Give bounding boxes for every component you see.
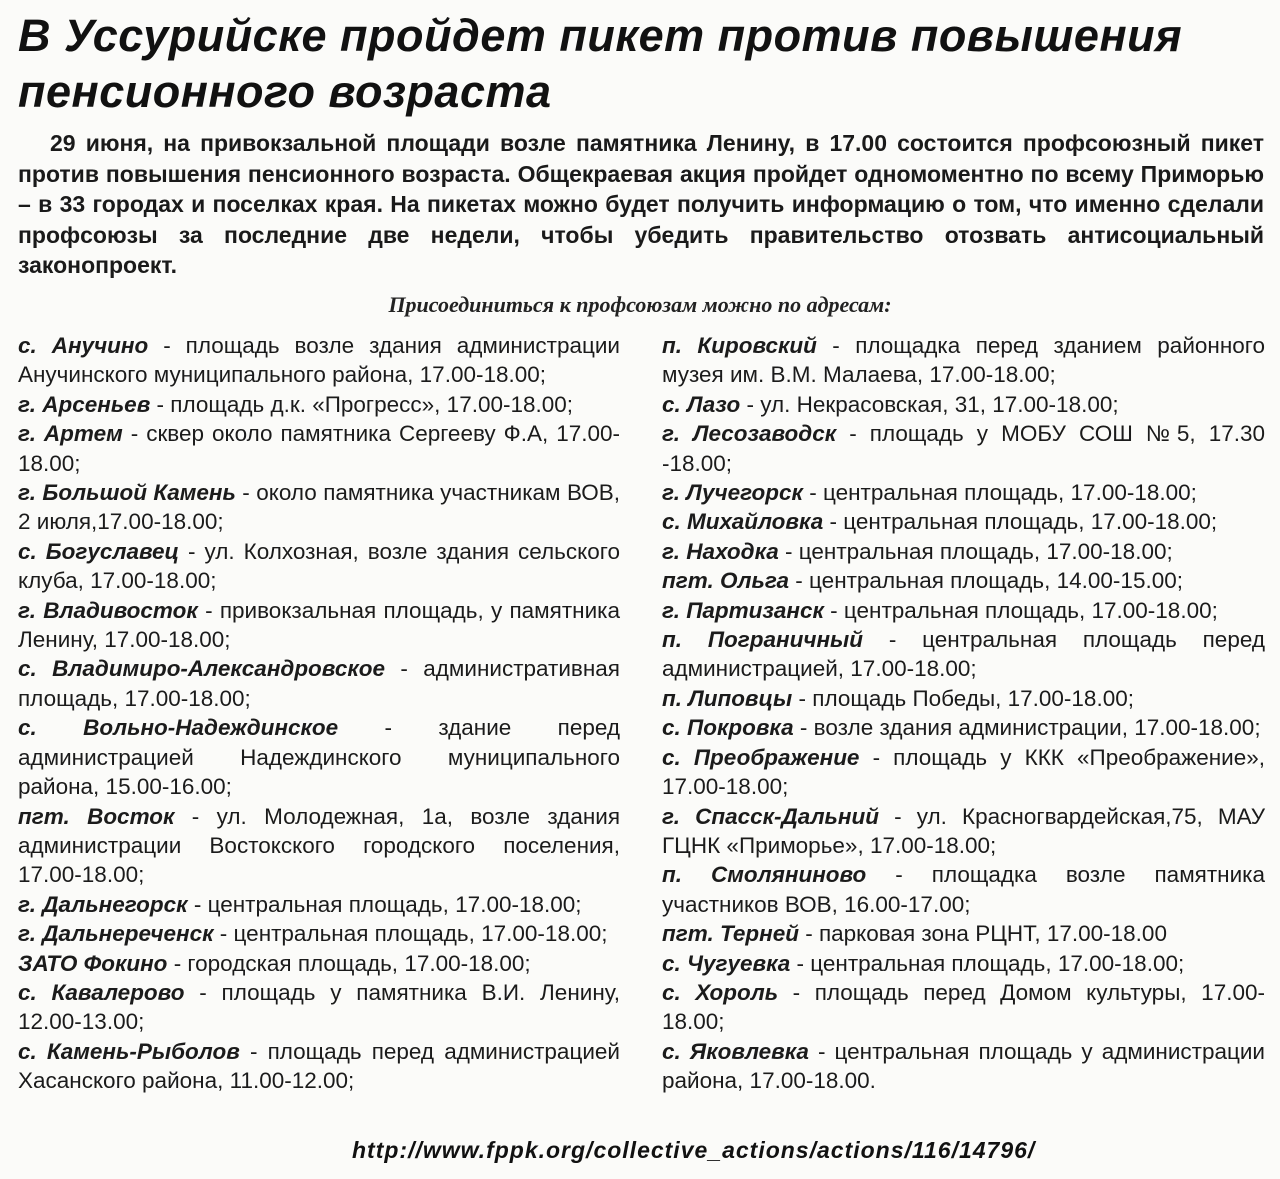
location-name: с. Преображение: [662, 744, 860, 770]
location-details: - площадь у МОБУ СОШ №5, 17.30 -18.00;: [662, 421, 1266, 476]
location-details: - возле здания администрации, 17.00-18.00;: [793, 715, 1261, 741]
location-details: - центральная площадь, 17.00-18.00;: [790, 950, 1185, 976]
location-details: - центральная площадь, 17.00-18.00;: [213, 921, 608, 947]
location-details: - центральная площадь, 17.00-18.00;: [187, 891, 582, 917]
location-details: - сквер около памятника Сергееву Ф.А, 17.00-18.00;: [18, 421, 621, 476]
location-details: - площадь Победы, 17.00-18.00;: [792, 685, 1134, 711]
location-item: [662, 949, 1265, 978]
location-details: - ул. Колхозная, возле здания сельского клуба, 17.00-18.00;: [18, 538, 620, 594]
location-item: [662, 507, 1265, 536]
location-name: пгт. Ольга: [662, 568, 790, 594]
location-item: [18, 949, 620, 978]
location-item: [18, 713, 620, 801]
location-name: г. Большой Камень: [18, 480, 236, 506]
location-name: г. Лесозаводск: [662, 421, 837, 447]
location-details: - центральная площадь перед администрацией, 17.00-18.00;: [662, 627, 1265, 682]
location-item: [662, 860, 1265, 919]
location-name: г. Артем: [18, 421, 123, 447]
location-details: - ул. Некрасовская, 31, 17.00-18.00;: [740, 391, 1119, 417]
location-item: [662, 566, 1265, 595]
location-item: [662, 478, 1265, 507]
location-name: п. Пограничный: [662, 627, 864, 653]
location-name: г. Лучегорск: [662, 480, 803, 506]
location-item: [662, 596, 1265, 625]
location-details: - центральная площадь, 17.00-18.00;: [823, 509, 1218, 535]
location-name: п. Липовцы: [662, 685, 793, 711]
location-name: г. Партизанск: [662, 597, 824, 623]
location-item: [18, 478, 620, 537]
location-details: - площадка возле памятника участников ВОВ, 16.00-17.00;: [662, 862, 1265, 917]
location-item: [18, 537, 620, 596]
location-name: п. Смоляниново: [662, 862, 867, 888]
location-details: - площадка перед зданием районного музея им. В.М. Малаева, 17.00-18.00;: [662, 333, 1265, 388]
location-name: г. Арсеньев: [18, 391, 151, 417]
location-item: [662, 537, 1265, 566]
lead-paragraph: 29 июня, на привокзальной площади возле памятника Ленину, в 17.00 состоится профсоюзный пикет против повышения пенсионного возраста. Общекраевая акция пройдет одномоментно по всему Приморью – в 33 городах и поселках края. На пикетах можно будет получить информацию о том, что именно сделали профсоюзы за последние две недели, чтобы убедить правительство отозвать антисоциальный законопроект.: [18, 130, 1264, 278]
location-item: [662, 1037, 1265, 1096]
location-item: [18, 890, 620, 919]
location-details: - парковая зона РЦНТ, 17.00-18.00: [798, 921, 1167, 947]
location-name: с. Покровка: [662, 715, 794, 741]
location-name: с. Чугуевка: [662, 950, 791, 976]
location-name: пгт. Терней: [662, 921, 799, 947]
location-name: пгт. Восток: [18, 803, 175, 829]
location-details: - центральная площадь, 17.00-18.00;: [802, 480, 1197, 506]
location-item: [18, 390, 620, 419]
location-details: - около памятника участникам ВОВ, 2 июля,17.00-18.00;: [18, 480, 620, 535]
location-name: ЗАТО Фокино: [18, 950, 168, 976]
location-name: с. Анучино: [18, 333, 149, 358]
location-details: - центральная площадь, 14.00-15.00;: [789, 568, 1183, 594]
location-item: [18, 978, 620, 1037]
location-name: с. Владимиро-Александровское: [18, 656, 386, 682]
location-details: - площадь перед администрацией Хасанского района, 11.00-12.00;: [18, 1038, 620, 1094]
location-details: - центральная площадь, 17.00-18.00;: [823, 597, 1218, 623]
locations-right-column: [662, 331, 1265, 1096]
source-url: http://www.fppk.org/collective_actions/actions/116/14796/: [352, 1137, 1036, 1163]
location-item: [18, 419, 620, 478]
location-item: [662, 625, 1265, 684]
location-details: - городская площадь, 17.00-18.00;: [167, 950, 531, 976]
location-item: [662, 743, 1265, 802]
location-item: [662, 684, 1265, 713]
location-item: [662, 419, 1265, 478]
location-item: [662, 802, 1265, 861]
article-lead: [18, 128, 1264, 281]
location-item: [18, 331, 620, 390]
location-name: с. Вольно-Надеждинское: [18, 715, 339, 741]
location-item: [662, 390, 1265, 419]
location-item: [662, 331, 1265, 390]
location-name: с. Яковлевка: [662, 1038, 809, 1064]
location-item: [662, 919, 1265, 948]
location-name: с. Кавалерово: [18, 979, 185, 1005]
location-details: - ул. Молодежная, 1а, возле здания администрации Востокского городского поселения, 17.00-18.00;: [18, 803, 621, 888]
location-item: [18, 654, 620, 713]
location-details: - привокзальная площадь, у памятника Ленину, 17.00-18.00;: [18, 597, 620, 653]
location-name: г. Спасск-Дальний: [662, 803, 879, 829]
location-name: с. Лазо: [662, 391, 741, 417]
location-name: п. Кировский: [662, 333, 817, 358]
location-details: - административная площадь, 17.00-18.00;: [18, 656, 620, 711]
article-title: В Уссурийске пройдет пикет против повышения пенсионного возраста: [18, 10, 1183, 117]
location-name: г. Дальнегорск: [18, 891, 188, 917]
location-details: - площадь возле здания администрации Анучинского муниципального района, 17.00-18.00;: [18, 333, 620, 388]
location-details: - площадь у ККК «Преображение», 17.00-18.00;: [662, 744, 1265, 800]
location-item: [18, 802, 620, 890]
location-name: г. Находка: [662, 538, 779, 564]
location-details: - центральная площадь у администрации района, 17.00-18.00.: [662, 1038, 1265, 1094]
join-heading: Присоединиться к профсоюзам можно по адресам:: [388, 292, 892, 317]
locations-left-column: [18, 331, 620, 1096]
location-name: с. Богуславец: [18, 538, 180, 564]
location-details: - центральная площадь, 17.00-18.00;: [778, 538, 1173, 564]
location-details: - площадь перед Домом культуры, 17.00-18.00;: [662, 979, 1265, 1035]
location-name: г. Дальнереченск: [18, 921, 214, 947]
location-details: - ул. Красногвардейская,75, МАУ ГЦНК «Приморье», 17.00-18.00;: [662, 803, 1265, 858]
location-name: г. Владивосток: [18, 597, 198, 623]
location-item: [18, 1037, 620, 1096]
location-item: [18, 596, 620, 655]
location-details: - площадь д.к. «Прогресс», 17.00-18.00;: [150, 391, 574, 417]
location-name: с. Камень-Рыболов: [18, 1038, 240, 1064]
location-item: [662, 713, 1265, 742]
location-name: с. Хороль: [662, 979, 779, 1005]
location-name: с. Михайловка: [662, 509, 824, 535]
location-item: [662, 978, 1265, 1037]
location-details: - площадь у памятника В.И. Ленину, 12.00-13.00;: [18, 979, 620, 1035]
location-details: - здание перед администрацией Надеждинского муниципального района, 15.00-16.00;: [18, 715, 620, 800]
location-item: [18, 919, 620, 948]
